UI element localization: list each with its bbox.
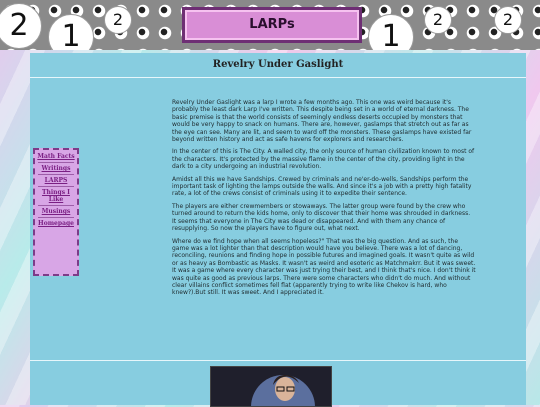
- sidebar-nav: [33, 148, 79, 276]
- nav-link-musings[interactable]: Musings: [41, 208, 71, 215]
- nav-link-math-facts[interactable]: Math Facts: [37, 153, 75, 160]
- site-logo[interactable]: LARPs: [182, 7, 362, 43]
- nav-divider: [38, 162, 74, 163]
- banner-digit: 2: [494, 6, 522, 34]
- article-paragraph: Amidst all this we have Sandships. Crewed by criminals and ne'er-do-wells, Sandships perform the important task of lighting the lamps outside the walls. And since it's a job with a pretty high fatality rate, a lot of the crews consist of criminals using it to expedite their sentence.: [172, 175, 472, 198]
- article-paragraph: Revelry Under Gaslight was a larp I wrote a few months ago. This one was weird because it's probably the least dark Larp I've written. This despite being set in a world of eternal darkness. The basic premise is that the world consists of seemingly endless deserts occupied by monsters that would be very happy to snack on humans. There are, however, gaslamps that stretch out as far as the eye can see. Many are lit, and seem to ward off the monsters. These gaslamps have existed far beyond written history and act as safe havens for explorers and researchers.: [172, 99, 472, 144]
- nav-link-writings[interactable]: Writings: [41, 165, 71, 172]
- title-divider: [30, 77, 526, 78]
- nav-link-larps[interactable]: LARPS: [44, 177, 68, 184]
- banner-digit: 2: [0, 3, 42, 49]
- banner-digit: 1: [368, 14, 414, 50]
- banner-digit: 1: [48, 14, 94, 50]
- portrait-illustration: [211, 367, 331, 406]
- page-title: Revelry Under Gaslight: [212, 59, 344, 70]
- article-paragraph: The players are either crewmembers or stowaways. The latter group were found by the crew who turned around to return the kids home, only to discover that their home was shrouded in darkness. It seems that everyone in The City was dead or disappeared. And with them any chance of resupplying. So now the players have to figure out, what next.: [172, 202, 471, 233]
- article-body: [172, 99, 476, 302]
- article-paragraph: In the center of this is The City. A walled city, the only source of human civilization known to most of the characters. It's protected by the massive flame in the center of the city, providing light in the dark to a city undergoing an industrial revolution.: [172, 148, 475, 171]
- nav-divider: [38, 217, 74, 218]
- nav-link-things-i-like[interactable]: Things I Like: [42, 189, 70, 203]
- nav-divider: [38, 186, 74, 187]
- nav-divider: [38, 174, 74, 175]
- article-paragraph: Where do we find hope when all seems hopeless?" That was the big question. And as such, the game was a lot lighter than that description would have you believe. There was a lot of dancing, reconciling, reunions and finding hope in possible futures and imagined goals. It wasn't quite as wild or as heavy as Bombastic as Masks. It wasn't as weird and esoteric as Matchmakrr. But it was sweet. It was a game where every character was just trying their best, and I think that's nice. I don't think it was quite as good as previous larps. There were some characters who didn't do much. And without clear villains conflict sometimes fell flat (apparently trying to write like Chekov is hard, who knew?).But still. It was sweet. And I appreciated it.: [172, 237, 476, 297]
- banner-digit: 2: [104, 6, 132, 34]
- nav-link-homepage[interactable]: Homepage: [38, 220, 74, 227]
- banner-digit: 2: [424, 6, 452, 34]
- content-divider: [30, 360, 526, 361]
- nav-divider: [38, 205, 74, 206]
- larp-photo: [210, 366, 332, 407]
- header-banner: [0, 0, 540, 50]
